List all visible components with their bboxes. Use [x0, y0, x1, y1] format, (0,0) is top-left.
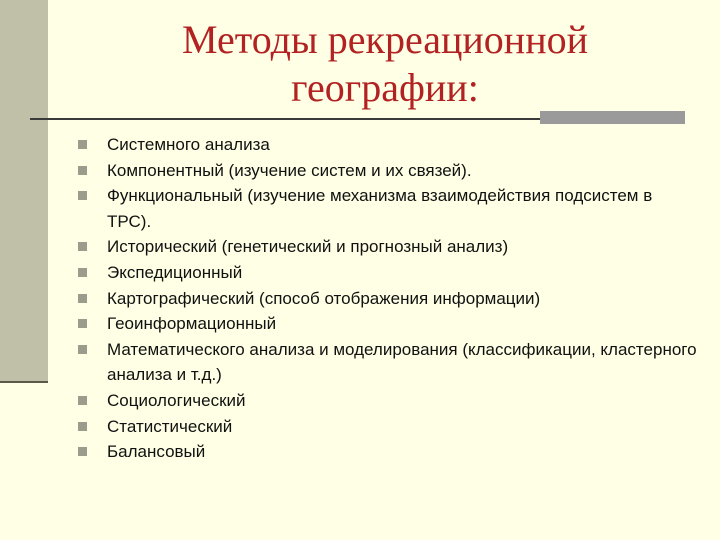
- list-item-text: Картографический (способ отображения информации): [107, 288, 541, 308]
- list-item-text: Математического анализа и моделирования (классификации, кластерного анализа и т.д.): [107, 339, 697, 385]
- square-bullet-icon: [78, 319, 87, 328]
- square-bullet-icon: [78, 294, 87, 303]
- square-bullet-icon: [78, 422, 87, 431]
- list-item: [78, 439, 698, 465]
- square-bullet-icon: [78, 268, 87, 277]
- list-item: [78, 414, 698, 440]
- left-decor-bar: [0, 0, 48, 383]
- list-item-text: Исторический (генетический и прогнозный анализ): [107, 237, 509, 257]
- list-item: [78, 234, 698, 260]
- list-item-text: Экспедиционный: [107, 262, 243, 282]
- list-item: [78, 337, 698, 388]
- list-item: [78, 158, 698, 184]
- list-item-text: Компонентный (изучение систем и их связей).: [107, 160, 472, 180]
- square-bullet-icon: [78, 345, 87, 354]
- square-bullet-icon: [78, 447, 87, 456]
- list-item: [78, 311, 698, 337]
- list-item-text: Социологический: [107, 390, 246, 410]
- square-bullet-icon: [78, 140, 87, 149]
- list-item-text: Балансовый: [107, 442, 206, 462]
- list-item-text: Функциональный (изучение механизма взаимодействия подсистем в ТРС).: [107, 186, 653, 231]
- list-item-text: Геоинформационный: [107, 314, 277, 334]
- list-item-text: Статистический: [107, 416, 233, 436]
- list-item: [78, 183, 698, 234]
- slide-title-line-1: Методы рекреационной: [181, 17, 589, 62]
- list-item: [78, 132, 698, 158]
- square-bullet-icon: [78, 396, 87, 405]
- slide-title-line-2: географии:: [291, 65, 479, 110]
- list-item: [78, 286, 698, 312]
- square-bullet-icon: [78, 191, 87, 200]
- title-divider-block: [540, 111, 685, 124]
- methods-list: [78, 132, 698, 465]
- square-bullet-icon: [78, 166, 87, 175]
- slide-title: [100, 16, 670, 112]
- list-item-text: Системного анализа: [107, 135, 270, 154]
- list-item: [78, 260, 698, 286]
- list-item: [78, 388, 698, 414]
- left-decor-line: [0, 381, 48, 383]
- square-bullet-icon: [78, 242, 87, 251]
